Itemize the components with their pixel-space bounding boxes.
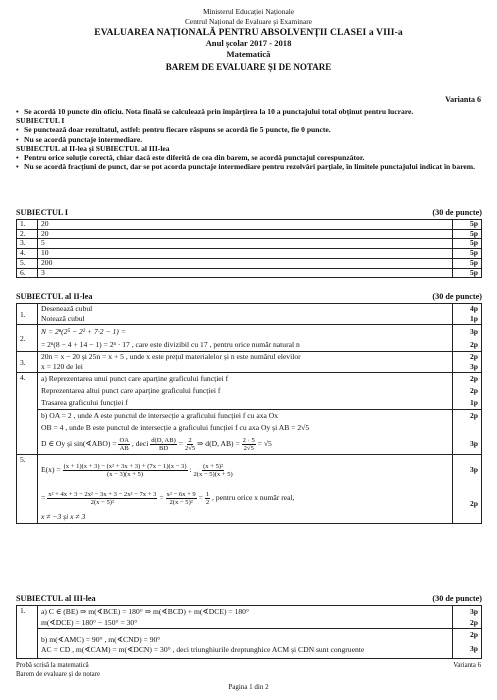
text-part: D ∈ Oy și sin(∢ABO) = bbox=[41, 439, 117, 448]
variant-label: Varianta 6 bbox=[445, 95, 481, 104]
denominator: BD bbox=[158, 444, 169, 452]
header bbox=[0, 7, 497, 26]
solution-line bbox=[41, 485, 449, 511]
table-row bbox=[17, 373, 482, 410]
solution-line: Notează cubul bbox=[41, 314, 85, 323]
item-answer: 200 bbox=[38, 258, 453, 268]
item-points bbox=[453, 410, 482, 455]
item-number: 3. bbox=[17, 352, 38, 373]
table-row bbox=[17, 249, 482, 259]
text-part: : bbox=[189, 465, 192, 474]
item-solution bbox=[38, 410, 453, 455]
table-row bbox=[17, 629, 482, 659]
item-points bbox=[453, 325, 482, 352]
fraction bbox=[166, 491, 197, 506]
instruction-s23-head: SUBIECTUL al II-lea și SUBIECTUL al III-lea bbox=[16, 143, 170, 153]
denominator: 2√5 bbox=[184, 444, 196, 452]
fraction bbox=[205, 491, 210, 506]
table-row bbox=[17, 410, 482, 455]
instruction-official-points: • Se acordă 10 puncte din oficiu. Nota finală se calculează prin împărțirea la 10 a punctajului total obținut pentru lucrare. bbox=[16, 107, 482, 116]
item-answer: 3 bbox=[38, 268, 453, 278]
section-points: (30 de puncte) bbox=[432, 208, 482, 217]
barem-title: BAREM DE EVALUARE ȘI DE NOTARE bbox=[165, 62, 332, 72]
numerator: OA bbox=[119, 436, 129, 444]
item-answer: 5 bbox=[38, 239, 453, 249]
solution-line: Trasarea graficului funcției f bbox=[41, 398, 128, 407]
points-value: 2p bbox=[469, 374, 478, 383]
item-solution bbox=[38, 455, 453, 524]
points-value: 1p bbox=[469, 314, 478, 323]
numerator: 2 · 5 bbox=[242, 436, 255, 444]
text-part: E(x) = bbox=[41, 465, 61, 474]
text-part: ⇒ d(D, AB) = bbox=[197, 439, 240, 448]
fraction bbox=[47, 491, 157, 506]
center-name: Centrul Național de Evaluare și Examinare bbox=[184, 16, 313, 26]
item-points: 5p bbox=[453, 220, 482, 230]
points-value: 2p bbox=[469, 499, 478, 508]
item-number: 1. bbox=[17, 304, 38, 325]
section-3-header bbox=[16, 594, 482, 603]
school-year: Anul școlar 2017 - 2018 bbox=[205, 38, 292, 48]
points-value: 3p bbox=[469, 327, 478, 336]
item-points bbox=[453, 455, 482, 524]
text-part: = √5 bbox=[257, 439, 272, 448]
solution-line: 20n = x − 20 și 25n = x + 5 , unde x este prețul materialelor și n este numărul elevilor bbox=[41, 352, 301, 361]
table-row bbox=[17, 220, 482, 230]
table-row bbox=[17, 455, 482, 524]
instructions bbox=[16, 107, 482, 171]
points-value: 2p bbox=[469, 340, 478, 349]
numerator: 1 bbox=[205, 490, 210, 498]
item-points bbox=[453, 304, 482, 325]
fraction bbox=[193, 463, 232, 478]
item-points: 5p bbox=[453, 268, 482, 278]
section-title: SUBIECTUL al II-lea bbox=[16, 292, 93, 301]
item-number: 5. bbox=[17, 258, 38, 268]
item-points: 5p bbox=[453, 229, 482, 239]
item-points bbox=[453, 606, 482, 629]
denominator: 2(x − 5)(x + 5) bbox=[193, 470, 233, 478]
solution-line: = 2ⁿ(8 − 4 + 14 − 1) = 2ⁿ · 17 , care este divizibil cu 17 , pentru orice număr natural n bbox=[41, 340, 300, 349]
numerator: d(D, AB) bbox=[151, 436, 176, 444]
points-value: 3p bbox=[469, 362, 478, 371]
points-value: 3p bbox=[469, 607, 478, 616]
fraction bbox=[63, 463, 188, 478]
instruction-s23-bullet: • Pentru orice soluție corectă, chiar dacă este diferită de cea din barem, se acordă punctajul corespunzător. bbox=[16, 153, 482, 162]
footer-exam-name: Probă scrisă la matematică bbox=[16, 662, 89, 669]
points-value: 3p bbox=[469, 439, 478, 448]
item-answer: 20 bbox=[38, 220, 453, 230]
item-solution bbox=[38, 352, 453, 373]
section-title: SUBIECTUL al III-lea bbox=[16, 594, 96, 603]
table-row bbox=[17, 258, 482, 268]
item-number: 2. bbox=[17, 229, 38, 239]
denominator: 2 bbox=[205, 498, 210, 506]
fraction bbox=[118, 437, 130, 452]
denominator: 2(x − 5)² bbox=[169, 498, 193, 506]
title-block bbox=[0, 27, 497, 73]
item-points bbox=[453, 373, 482, 410]
numerator: x² + 4x + 3 − 2x² − 3x + 3 − 2x² − 7x + 3 bbox=[48, 490, 157, 498]
solution-line: m(∢DCE) = 180° − 150° = 30° bbox=[41, 618, 138, 627]
table-row bbox=[17, 325, 482, 352]
table-row bbox=[17, 352, 482, 373]
solution-line: b) m(∢AMC) = 90° , m(∢CND) = 90° bbox=[41, 634, 161, 644]
fraction bbox=[185, 437, 195, 452]
table-row bbox=[17, 239, 482, 249]
section-2-table bbox=[16, 303, 482, 524]
section-2-header bbox=[16, 292, 482, 301]
section-points: (30 de puncte) bbox=[432, 292, 482, 301]
points-value: 2p bbox=[469, 411, 478, 420]
denominator: 2√5 bbox=[243, 444, 254, 452]
item-solution bbox=[38, 629, 453, 659]
solution-line: OB = 4 , unde B este punctul de intersecție a graficului funcției f cu axa Oy și AB = 2√5 bbox=[41, 423, 310, 432]
solution-line: Desenează cubul bbox=[41, 304, 93, 313]
section-3-table bbox=[16, 605, 482, 659]
points-value: 2p bbox=[469, 630, 478, 639]
item-solution bbox=[38, 373, 453, 410]
numerator: (x + 5)² bbox=[203, 462, 224, 470]
footer-document-name: Barem de evaluare și de notare bbox=[16, 670, 100, 678]
text-part: = bbox=[159, 493, 164, 502]
item-number: 2. bbox=[17, 325, 38, 352]
points-value: 3p bbox=[469, 465, 478, 474]
text-part: = bbox=[178, 439, 183, 448]
footer-left bbox=[16, 662, 100, 680]
solution-line: a) Reprezentarea unui punct care aparține graficului funcției f bbox=[41, 374, 229, 383]
table-row bbox=[17, 229, 482, 239]
fraction bbox=[242, 437, 256, 452]
solution-line bbox=[41, 434, 449, 454]
item-answer: 10 bbox=[38, 249, 453, 259]
item-points bbox=[453, 352, 482, 373]
points-value: 2p bbox=[469, 352, 478, 361]
points-value: 1p bbox=[469, 398, 478, 407]
item-points bbox=[453, 629, 482, 659]
table-row bbox=[17, 304, 482, 325]
solution-line: N = 2ⁿ(2⁵ − 2² + 7·2 − 1) = bbox=[41, 327, 126, 336]
item-number: 4. bbox=[17, 373, 38, 455]
item-number: 5. bbox=[17, 455, 38, 524]
fraction bbox=[150, 437, 177, 452]
solution-line: x = 120 de lei bbox=[41, 362, 83, 371]
item-number: 1. bbox=[17, 220, 38, 230]
instruction-s1-head: SUBIECTUL I bbox=[16, 116, 65, 126]
section-title: SUBIECTUL I bbox=[16, 208, 69, 217]
numerator: 2 bbox=[188, 436, 192, 444]
item-number: 1. bbox=[17, 606, 38, 659]
denominator: AB bbox=[119, 444, 129, 452]
denominator: 2(x − 5)² bbox=[90, 498, 114, 506]
page-number: Pagina 1 din 2 bbox=[228, 683, 269, 691]
instruction-s1-bullet: • Nu se acordă punctaje intermediare. bbox=[16, 135, 482, 144]
denominator: (x − 3)(x + 5) bbox=[107, 470, 144, 478]
instruction-s23-bullet: • Nu se acordă fracțiuni de punct, dar se pot acorda punctaje intermediare pentru rezolvări parțiale, în limitele punctajului indicat în barem. bbox=[16, 162, 482, 171]
points-value: 2p bbox=[469, 386, 478, 395]
section-points: (30 de puncte) bbox=[432, 594, 482, 603]
item-solution bbox=[38, 325, 453, 352]
instruction-s1-bullet: • Se punctează doar rezultatul, astfel: pentru fiecare răspuns se acordă fie 5 puncte, fie 0 puncte. bbox=[16, 125, 482, 134]
item-points: 5p bbox=[453, 258, 482, 268]
text-part: , deci bbox=[131, 439, 149, 448]
item-points: 5p bbox=[453, 249, 482, 259]
numerator: (x + 1)(x + 3) − (x² + 3x + 3) + (7x − 1)(x − 3) bbox=[63, 462, 187, 470]
solution-line: a) C ∈ (BE) ⇒ m(∢BCE) = 180° ⇒ m(∢BCD) + m(∢DCE) = 180° bbox=[41, 607, 250, 616]
item-points: 5p bbox=[453, 239, 482, 249]
ministry-name: Ministerul Educației Naționale bbox=[202, 7, 295, 16]
item-answer: 20 bbox=[38, 229, 453, 239]
exam-title: EVALUAREA NAȚIONALĂ PENTRU ABSOLVENȚII CLASEI a VIII-a bbox=[94, 27, 403, 38]
solution-line: AC = CD , m(∢CAM) = m(∢DCN) = 30° , deci triunghiurile dreptunghice ACM și CDN sunt congruente bbox=[41, 644, 365, 654]
subject-name: Matematică bbox=[226, 48, 271, 59]
solution-line bbox=[41, 455, 449, 485]
item-number: 6. bbox=[17, 268, 38, 278]
points-value: 3p bbox=[469, 644, 478, 653]
solution-line: Reprezentarea altui punct care aparține graficului funcției f bbox=[41, 386, 221, 395]
solution-line: b) OA = 2 , unde A este punctul de intersecție a graficului funcției f cu axa Ox bbox=[41, 411, 279, 420]
item-number: 3. bbox=[17, 239, 38, 249]
item-solution bbox=[38, 304, 453, 325]
text-part: , pentru orice x număr real, bbox=[212, 493, 295, 502]
solution-line: x ≠ −3 și x ≠ 3 bbox=[41, 512, 86, 521]
text-part: = bbox=[41, 493, 46, 502]
numerator: x² − 6x + 9 bbox=[166, 490, 196, 498]
section-1-table bbox=[16, 219, 482, 278]
table-row bbox=[17, 268, 482, 278]
item-solution bbox=[38, 606, 453, 629]
table-row bbox=[17, 606, 482, 629]
footer-variant: Varianta 6 bbox=[453, 662, 481, 669]
text-part: = bbox=[198, 493, 203, 502]
item-number: 4. bbox=[17, 249, 38, 259]
points-value: 4p bbox=[469, 304, 478, 313]
section-1-header bbox=[16, 208, 482, 217]
points-value: 2p bbox=[469, 618, 478, 627]
